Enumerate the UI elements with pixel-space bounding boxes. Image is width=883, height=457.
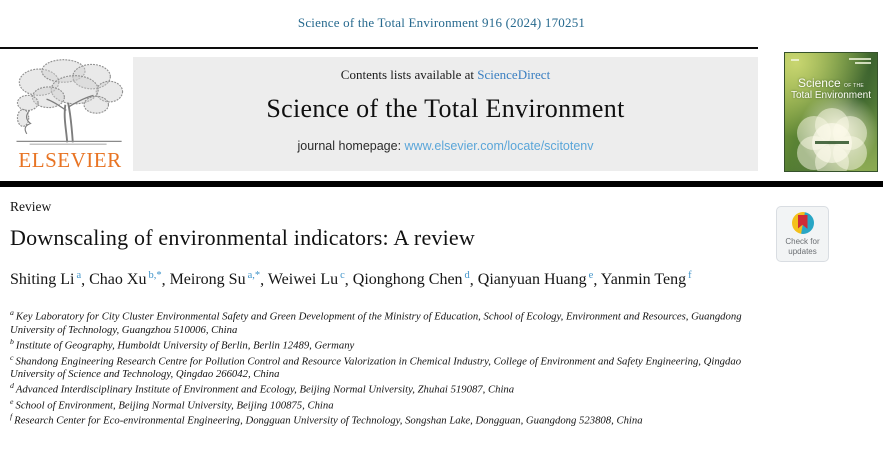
- homepage-line: [133, 139, 758, 153]
- article-head: [10, 199, 873, 428]
- header-top-rule: [0, 47, 758, 49]
- author-affiliation-superscript[interactable]: a,*: [247, 270, 261, 281]
- sciencedirect-link[interactable]: ScienceDirect: [477, 67, 551, 82]
- affiliation-item: [10, 412, 770, 428]
- author: [268, 271, 345, 288]
- check-for-updates-label: Check for updates: [785, 236, 820, 256]
- author-name: Qianyuan Huang: [477, 271, 587, 289]
- author-name: Chao Xu: [89, 271, 147, 289]
- author-name: Shiting Li: [10, 271, 75, 289]
- author-affiliation-superscript[interactable]: f: [688, 270, 692, 281]
- affiliation-item: [10, 337, 770, 353]
- author-affiliation-superscript[interactable]: e: [588, 270, 594, 281]
- elsevier-logo: [8, 55, 132, 173]
- affiliation-text: Shandong Engineering Research Centre for Pollution Control and Resource Valorization in Chemical Industry, College of Environment and Safety Engineering, Qingdao University of Science and Technology, Qingdao 266042, China: [10, 355, 742, 381]
- affiliation-item: [10, 353, 770, 382]
- author-name: Qionghong Chen: [352, 271, 463, 289]
- header-bottom-rule: [0, 181, 883, 187]
- author-separator: ,: [161, 271, 170, 289]
- author: [170, 271, 261, 288]
- cover-center-mark: [815, 141, 849, 144]
- homepage-prefix: journal homepage:: [297, 139, 405, 153]
- check-for-updates-badge[interactable]: [776, 206, 829, 262]
- cover-meta-mark: [855, 62, 871, 64]
- author: [601, 271, 692, 288]
- journal-citation-header: Science of the Total Environment 916 (2024) 170251: [297, 15, 586, 30]
- affiliation-text: Advanced Interdisciplinary Institute of Environment and Ecology, Beijing Normal University, Zhuhai 519087, China: [15, 383, 515, 396]
- author-separator: ,: [593, 271, 601, 289]
- author-affiliation-superscript[interactable]: a: [76, 270, 82, 281]
- elsevier-wordmark: ELSEVIER: [18, 148, 122, 172]
- journal-header-box: [133, 57, 758, 171]
- affiliation-superscript: e: [10, 396, 14, 406]
- affiliation-text: Key Laboratory for City Cluster Environmental Safety and Green Development of the Ministry of Education, School of Ecology, Environment and Resources, Guangdong University of Technology, Guangzhou 510006, China: [10, 310, 742, 336]
- cover-title-word1: Science: [797, 76, 841, 90]
- cover-title-word2: Total Environment: [790, 89, 872, 101]
- author: [89, 271, 161, 288]
- crossmark-bookmark-icon: [798, 215, 808, 229]
- author-separator: ,: [469, 271, 478, 289]
- author-affiliation-superscript[interactable]: d: [464, 270, 470, 281]
- author-separator: ,: [81, 271, 90, 289]
- author-separator: ,: [344, 271, 353, 289]
- affiliation-item: [10, 308, 770, 337]
- affiliation-superscript: f: [10, 412, 13, 422]
- author-separator: ,: [260, 271, 268, 289]
- author-name: Weiwei Lu: [267, 271, 339, 289]
- cover-meta-mark: [791, 59, 799, 61]
- author-name: Meirong Su: [169, 271, 246, 289]
- cover-title: [785, 77, 877, 101]
- affiliation-superscript: c: [10, 352, 14, 362]
- author-affiliation-superscript[interactable]: c: [340, 270, 345, 281]
- contents-line: [133, 67, 758, 83]
- journal-title: Science of the Total Environment: [266, 94, 625, 123]
- affiliation-text: School of Environment, Beijing Normal University, Beijing 100875, China: [15, 399, 334, 412]
- author: [478, 271, 594, 288]
- affiliation-text: Research Center for Eco-environmental Engineering, Dongguan University of Technology, Songshan Lake, Dongguan, Guangdong 523808, China: [14, 415, 643, 428]
- affiliation-superscript: d: [10, 381, 14, 391]
- affiliation-superscript: b: [10, 336, 14, 346]
- affiliation-text: Institute of Geography, Humboldt University of Berlin, Berlin 12489, Germany: [15, 339, 355, 352]
- author-name: Yanmin Teng: [600, 271, 687, 289]
- article-title: Downscaling of environmental indicators: A review: [10, 225, 475, 250]
- crossmark-icon: [792, 212, 814, 234]
- cover-meta-mark: [849, 58, 871, 60]
- affiliations-block: [10, 308, 770, 428]
- journal-cover-thumbnail: [784, 52, 878, 172]
- author-affiliation-superscript[interactable]: b,*: [148, 270, 162, 281]
- cover-title-small: OF THE: [844, 83, 865, 89]
- contents-prefix: Contents lists available at: [340, 67, 478, 82]
- affiliation-item: [10, 381, 770, 397]
- affiliation-item: [10, 397, 770, 413]
- authors-line: [10, 268, 758, 292]
- author: [10, 271, 81, 288]
- homepage-link[interactable]: www.elsevier.com/locate/scitotenv: [404, 139, 594, 153]
- affiliation-superscript: a: [10, 308, 14, 318]
- author: [353, 271, 470, 288]
- section-label: Review: [10, 199, 52, 214]
